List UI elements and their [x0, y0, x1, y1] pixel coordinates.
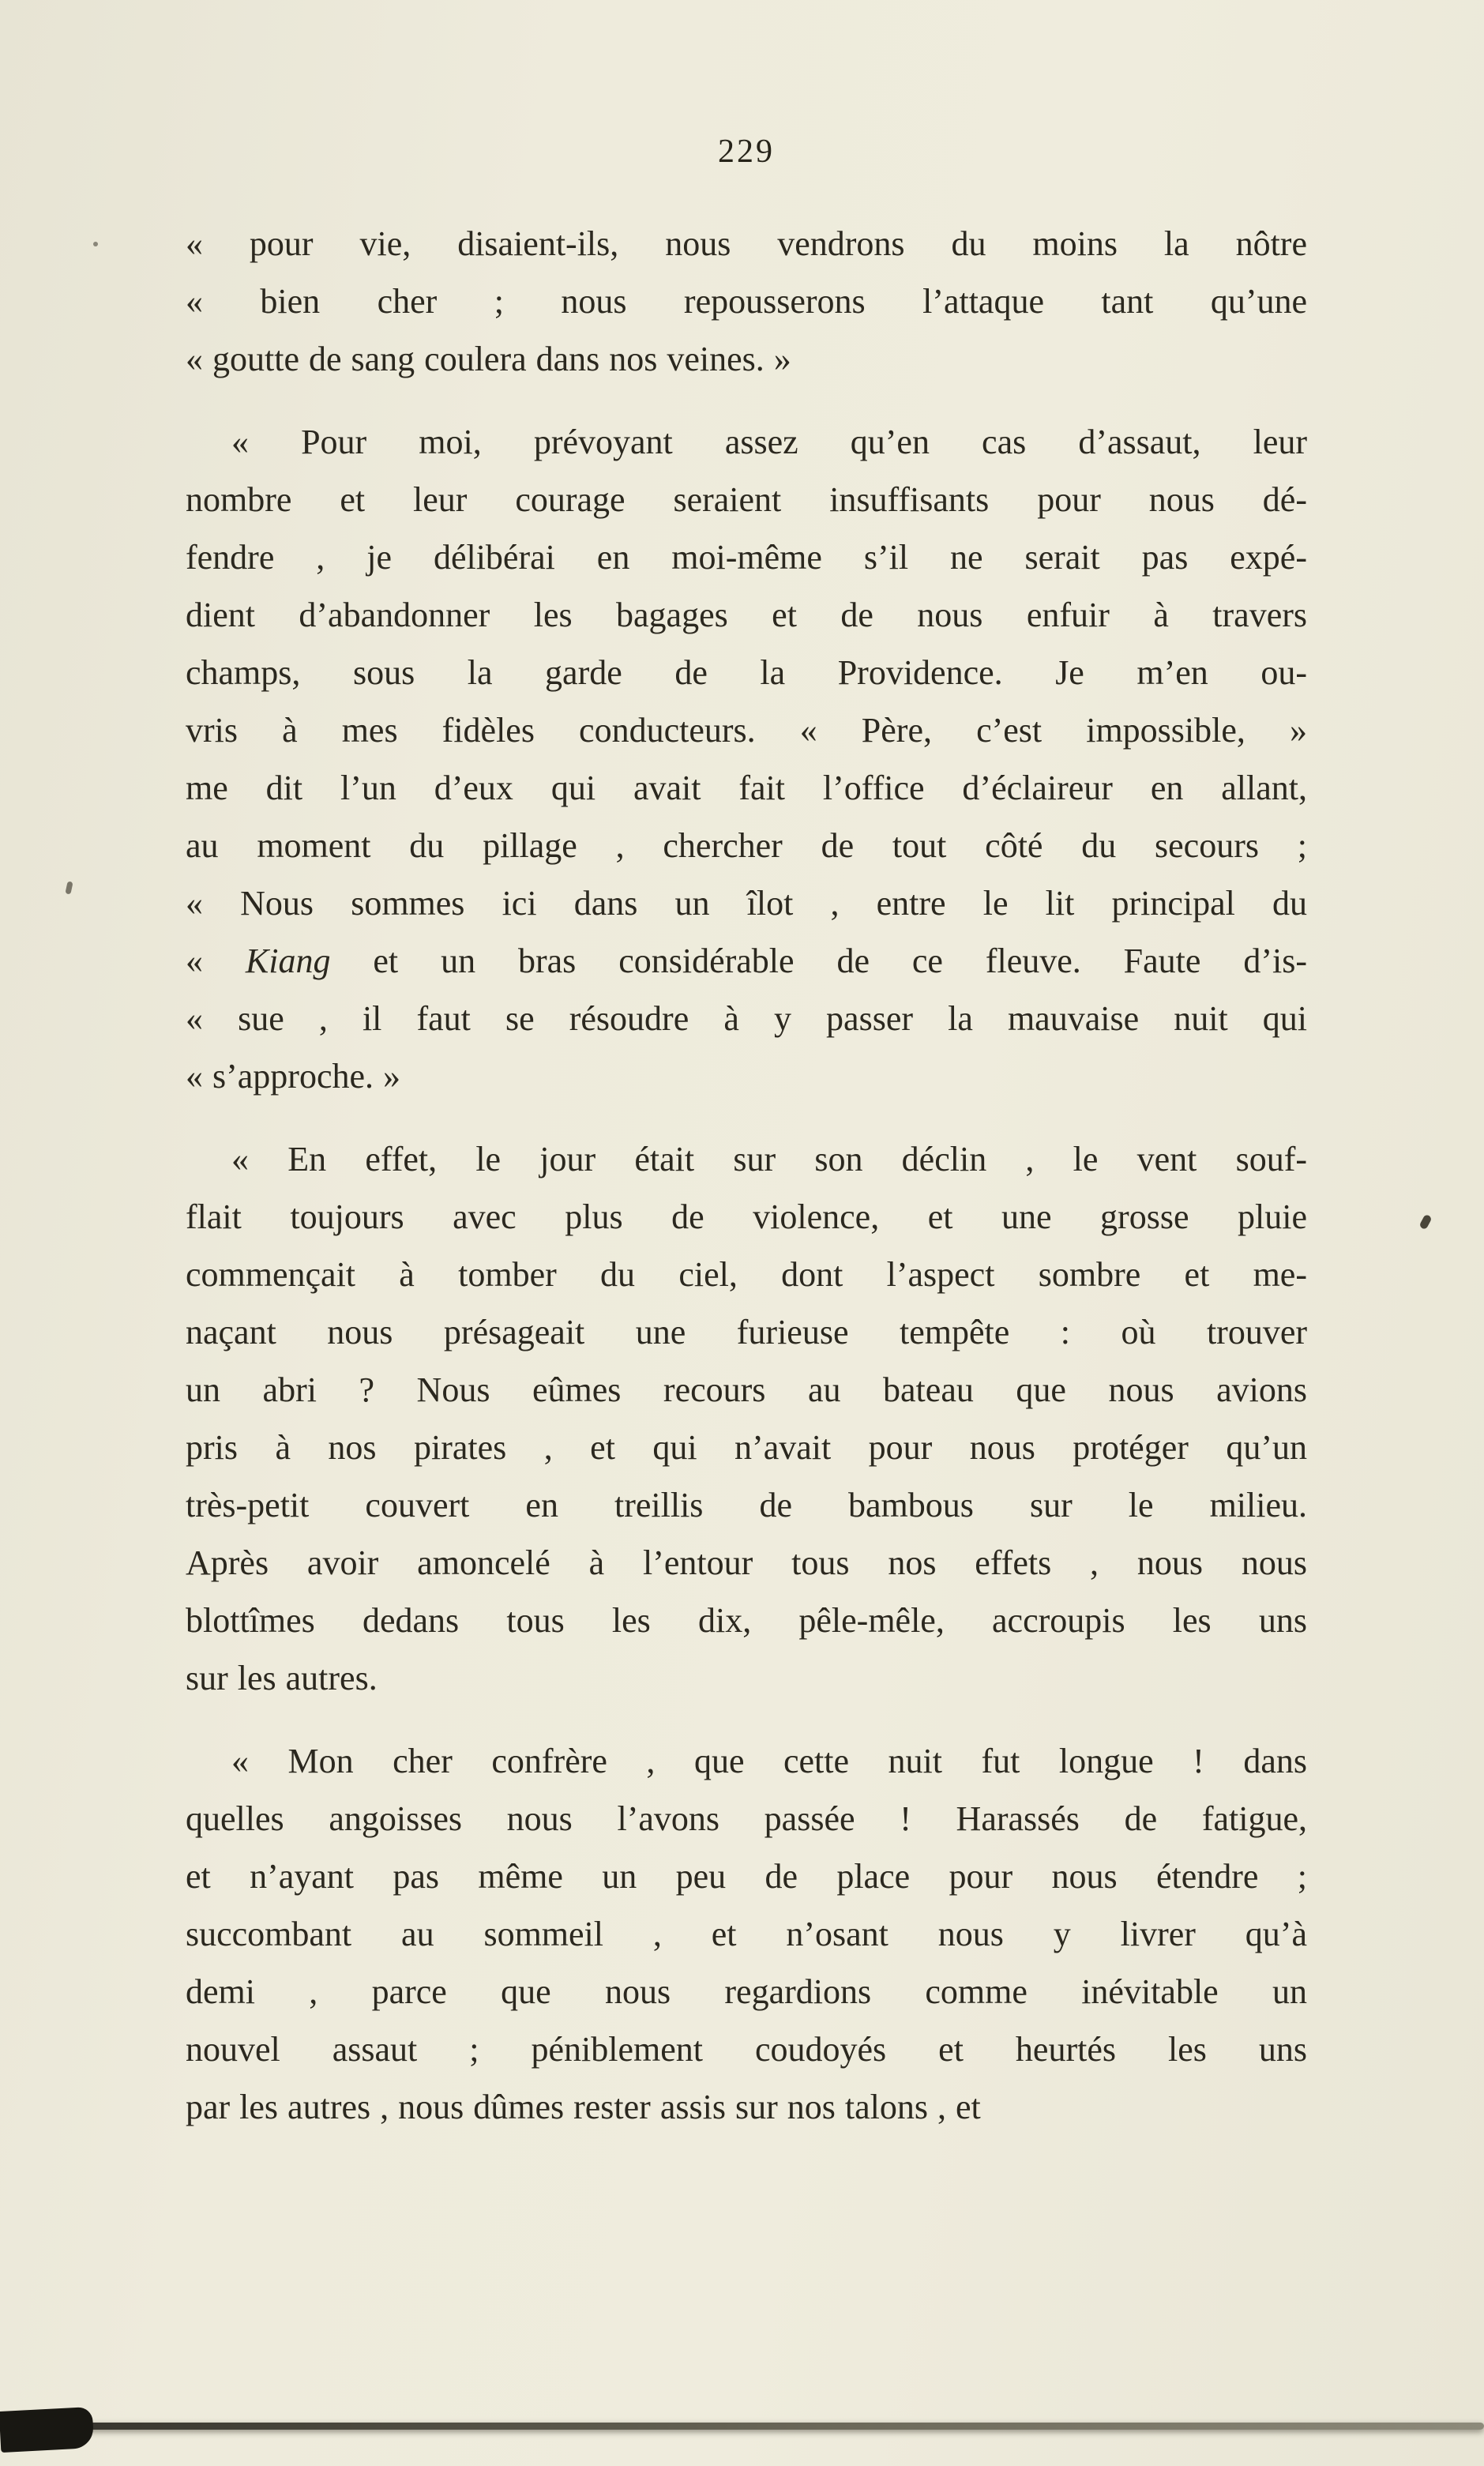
text-line: quelles angoisses nous l’avons passée ! Harassés de fatigue, [186, 1799, 1307, 1838]
text-line: champs, sous la garde de la Providence. Je m’en ou- [186, 653, 1307, 692]
text-line: fendre , je délibérai en moi-même s’il ne serait pas expé- [186, 538, 1307, 577]
text-line: commençait à tomber du ciel, dont l’aspect sombre et me- [186, 1255, 1307, 1294]
paragraph [186, 215, 1307, 388]
ink-speck [65, 881, 73, 894]
text-line: demi , parce que nous regardions comme inévitable un [186, 1972, 1307, 2011]
text-line: « s’approche. » [186, 1057, 401, 1096]
paragraph [186, 413, 1307, 1105]
page-corner-shadow [0, 2407, 94, 2453]
paragraph [186, 1732, 1307, 2136]
text-line: et n’ayant pas même un peu de place pour nous étendre ; [186, 1857, 1307, 1896]
text-line: un abri ? Nous eûmes recours au bateau que nous avions [186, 1370, 1307, 1409]
ink-speck [1418, 1214, 1432, 1231]
text-line: succombant au sommeil , et n’osant nous y livrer qu’à [186, 1915, 1307, 1953]
text-line: nouvel assaut ; péniblement coudoyés et heurtés les uns [186, 2030, 1307, 2069]
text-line: nombre et leur courage seraient insuffisants pour nous dé- [186, 480, 1307, 519]
text-line: « Nous sommes ici dans un îlot , entre le lit principal du [186, 884, 1307, 923]
text-line: dient d’abandonner les bagages et de nous enfuir à travers [186, 596, 1307, 634]
paragraph [186, 1130, 1307, 1707]
text-line: vris à mes fidèles conducteurs. « Père, c’est impossible, » [186, 711, 1307, 750]
text-segment: « [186, 942, 246, 980]
text-line [186, 932, 1307, 990]
text-line: naçant nous présageait une furieuse tempête : où trouver [186, 1313, 1307, 1351]
text-line: Après avoir amoncelé à l’entour tous nos effets , nous nous [186, 1543, 1307, 1582]
text-line: « bien cher ; nous repousserons l’attaque tant qu’une [186, 282, 1307, 321]
text-line: « goutte de sang coulera dans nos veines. » [186, 340, 791, 378]
text-line: flait toujours avec plus de violence, et une grosse pluie [186, 1197, 1307, 1236]
text-line: « Pour moi, prévoyant assez qu’en cas d’assaut, leur [231, 423, 1307, 461]
italic-text: Kiang [245, 942, 331, 980]
text-line: pris à nos pirates , et qui n’avait pour nous protéger qu’un [186, 1428, 1307, 1467]
page-bottom-edge [47, 2423, 1484, 2430]
text-block [186, 215, 1307, 2136]
text-line: « sue , il faut se résoudre à y passer la mauvaise nuit qui [186, 999, 1307, 1038]
text-segment: et un bras considérable de ce fleuve. Faute d’is- [330, 942, 1308, 980]
text-line: « pour vie, disaient-ils, nous vendrons du moins la nôtre [186, 224, 1307, 263]
text-line: au moment du pillage , chercher de tout côté du secours ; [186, 826, 1307, 865]
text-line: sur les autres. [186, 1659, 378, 1697]
ink-speck [93, 242, 98, 246]
text-line: blottîmes dedans tous les dix, pêle-mêle, accroupis les uns [186, 1601, 1307, 1640]
page-number: 229 [718, 133, 775, 170]
text-line: très-petit couvert en treillis de bambous sur le milieu. [186, 1486, 1307, 1524]
text-line: « En effet, le jour était sur son déclin , le vent souf- [231, 1140, 1307, 1178]
text-line: me dit l’un d’eux qui avait fait l’office d’éclaireur en allant, [186, 769, 1307, 807]
text-line: par les autres , nous dûmes rester assis sur nos talons , et [186, 2088, 981, 2126]
text-line: « Mon cher confrère , que cette nuit fut longue ! dans [231, 1742, 1307, 1780]
